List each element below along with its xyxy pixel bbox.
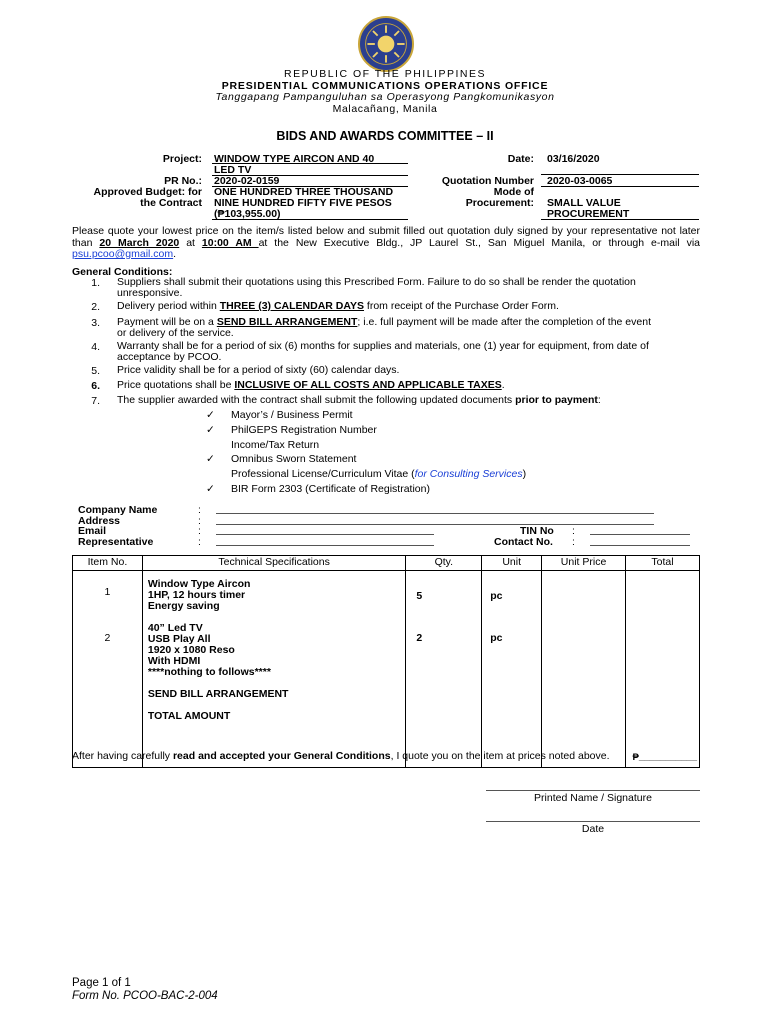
date-label: Date: [507,153,534,165]
project-value-line2: LED TV [214,164,252,176]
doc-mayors-permit: Mayor’s / Business Permit [231,409,353,421]
condition-7-text: The supplier awarded with the contract shall submit the following updated documents prior to payment: [117,394,601,406]
budget-value-line1: ONE HUNDRED THREE THOUSAND [214,186,394,198]
check-icon: ✓ [206,409,215,421]
company-name-field[interactable] [216,504,654,514]
deadline-date: 20 March 2020 [99,236,180,249]
colon: : [572,525,575,537]
row1-qty: 5 [406,571,482,618]
condition-3-number: 3. [91,317,100,329]
colon: : [198,515,201,527]
date-value: 03/16/2020 [547,153,600,165]
check-icon: ✓ [206,453,215,465]
table-header-row [73,556,700,571]
contact-label: Contact No. [494,536,553,548]
mode-label-line1: Mode of [493,186,534,198]
doc-professional-license: Professional License/Curriculum Vitae (for Consulting Services) [231,468,527,480]
tin-field[interactable] [590,525,690,535]
condition-5-text: Price validity shall be for a period of sixty (60) calendar days. [117,364,400,376]
doc-philgeps: PhilGEPS Registration Number [231,424,377,436]
send-bill-label: SEND BILL ARRANGEMENT [147,687,289,700]
conditions-heading: General Conditions: [72,266,173,278]
row2-qty: 2 [406,618,482,750]
header-technical-specifications: Technical Specifications [142,556,406,571]
colon: : [572,536,575,548]
check-icon: ✓ [206,483,215,495]
colon: : [198,536,201,548]
budget-label-line2: the Contract [140,197,202,209]
header-qty: Qty. [406,556,482,571]
row1-unit-price[interactable] [542,571,626,618]
quotation-label: Quotation Number [441,175,534,187]
condition-2-number: 2. [91,301,100,313]
row1-item: 1 [73,571,143,618]
header-republic: REPUBLIC OF THE PHILIPPINES [284,68,486,80]
mode-label-line2: Procurement: [465,197,534,209]
doc-bir-form: BIR Form 2303 (Certificate of Registration) [231,483,430,495]
form-number: Form No. PCOO-BAC-2-004 [72,990,218,1002]
budget-value-line2: NINE HUNDRED FIFTY FIVE PESOS [214,197,392,209]
date-line[interactable] [486,821,700,822]
signature-line[interactable] [486,790,700,791]
project-underline [212,163,408,164]
company-name-label: Company Name [78,504,158,516]
email-label: Email [78,525,107,537]
pr-label: PR No.: [164,175,202,187]
row2-unit: pc [482,618,542,750]
budget-value-line3: (₱103,955.00) [214,208,281,220]
check-icon: ✓ [206,424,215,436]
total-amount-value[interactable]: ₱___________ [625,750,699,768]
contact-field[interactable] [590,536,690,546]
header-unit: Unit [482,556,542,571]
condition-3-text: Payment will be on a SEND BILL ARRANGEMENT; i.e. full payment will be made after the completion of the event or delivery of the service. [117,316,651,339]
condition-7-number: 7. [91,395,100,407]
email-link[interactable]: psu.pcoo@gmail.com [72,248,174,260]
row2-total[interactable] [625,618,699,750]
colon: : [198,504,201,516]
address-label: Address [78,515,121,527]
header-office: PRESIDENTIAL COMMUNICATIONS OPERATIONS OFFICE [221,80,549,92]
header-unit-price: Unit Price [542,556,626,571]
mode-value-line1: SMALL VALUE [547,197,621,209]
condition-6-number: 6. [91,380,100,392]
mode-underline [541,219,699,220]
email-field[interactable] [216,525,434,535]
tin-label: TIN No [520,525,554,537]
condition-1-number: 1. [91,277,100,289]
document-title: BIDS AND AWARDS COMMITTEE – II [276,129,494,143]
doc-omnibus: Omnibus Sworn Statement [231,453,357,465]
date-sign-label: Date [581,823,605,835]
pcoo-seal-icon [358,16,414,72]
page-number: Page 1 of 1 [72,977,131,989]
budget-underline [212,219,408,220]
header-location: Malacañang, Manila [332,103,438,115]
row2-unit-price[interactable] [542,618,626,750]
acceptance-statement: After having carefully read and accepted your General Conditions, I quote you on the item at prices noted above. [72,750,610,762]
project-value-line1: WINDOW TYPE AIRCON AND 40 [214,153,375,165]
row2-spec: 40” Led TV USB Play All 1920 x 1080 Reso With HDMI ****nothing to follows**** SEND BILL ARRANGEMENT TOTAL AMOUNT [142,618,406,750]
address-field[interactable] [216,515,654,525]
doc-income-tax: Income/Tax Return [231,439,320,451]
quotation-underline [541,186,699,187]
condition-4-text: Warranty shall be for a period of six (6) months for supplies and materials, one (1) year for equipment, from date of acceptance by PCOO. [117,340,649,363]
row1-total[interactable] [625,571,699,618]
header-item-no: Item No. [73,556,143,571]
project-label: Project: [162,153,202,165]
pr-value: 2020-02-0159 [214,175,280,187]
row1-spec: Window Type Aircon 1HP, 12 hours timer Energy saving [142,571,406,618]
header-office-filipino: Tanggapang Pampanguluhan sa Operasyong Pangkomunikasyon [215,91,555,103]
condition-5-number: 5. [91,365,100,377]
items-table [72,555,700,768]
table-row [73,618,700,750]
table-row [73,571,700,618]
colon: : [198,525,201,537]
condition-6-text: Price quotations shall be INCLUSIVE OF ALL COSTS AND APPLICABLE TAXES. [117,379,505,391]
quotation-value: 2020-03-0065 [547,175,613,187]
total-amount-label: TOTAL AMOUNT [147,709,231,722]
representative-label: Representative [78,536,154,548]
mode-value-line2: PROCUREMENT [547,208,630,220]
condition-2-text: Delivery period within THREE (3) CALENDAR DAYS from receipt of the Purchase Order Form. [117,300,559,312]
budget-label-line1: Approved Budget: for [93,186,202,198]
condition-1-text: Suppliers shall submit their quotations using this Prescribed Form. Failure to do so shall be render the quotation unresponsive. [117,276,636,299]
representative-field[interactable] [216,536,434,546]
deadline-time: 10:00 AM [201,236,259,249]
instructions-paragraph: Please quote your lowest price on the item/s listed below and submit filled out quotation duly signed by your representative not later than 20 March 2020 at 10:00 AM at the New Executive Bldg., JP Laurel St., San Miguel Manila, or through e-mail via psu.pcoo@gmail.com. [72,225,700,260]
header-total: Total [625,556,699,571]
row2-item: 2 [73,618,143,750]
row1-unit: pc [482,571,542,618]
condition-4-number: 4. [91,341,100,353]
printed-name-label: Printed Name / Signature [534,792,652,804]
